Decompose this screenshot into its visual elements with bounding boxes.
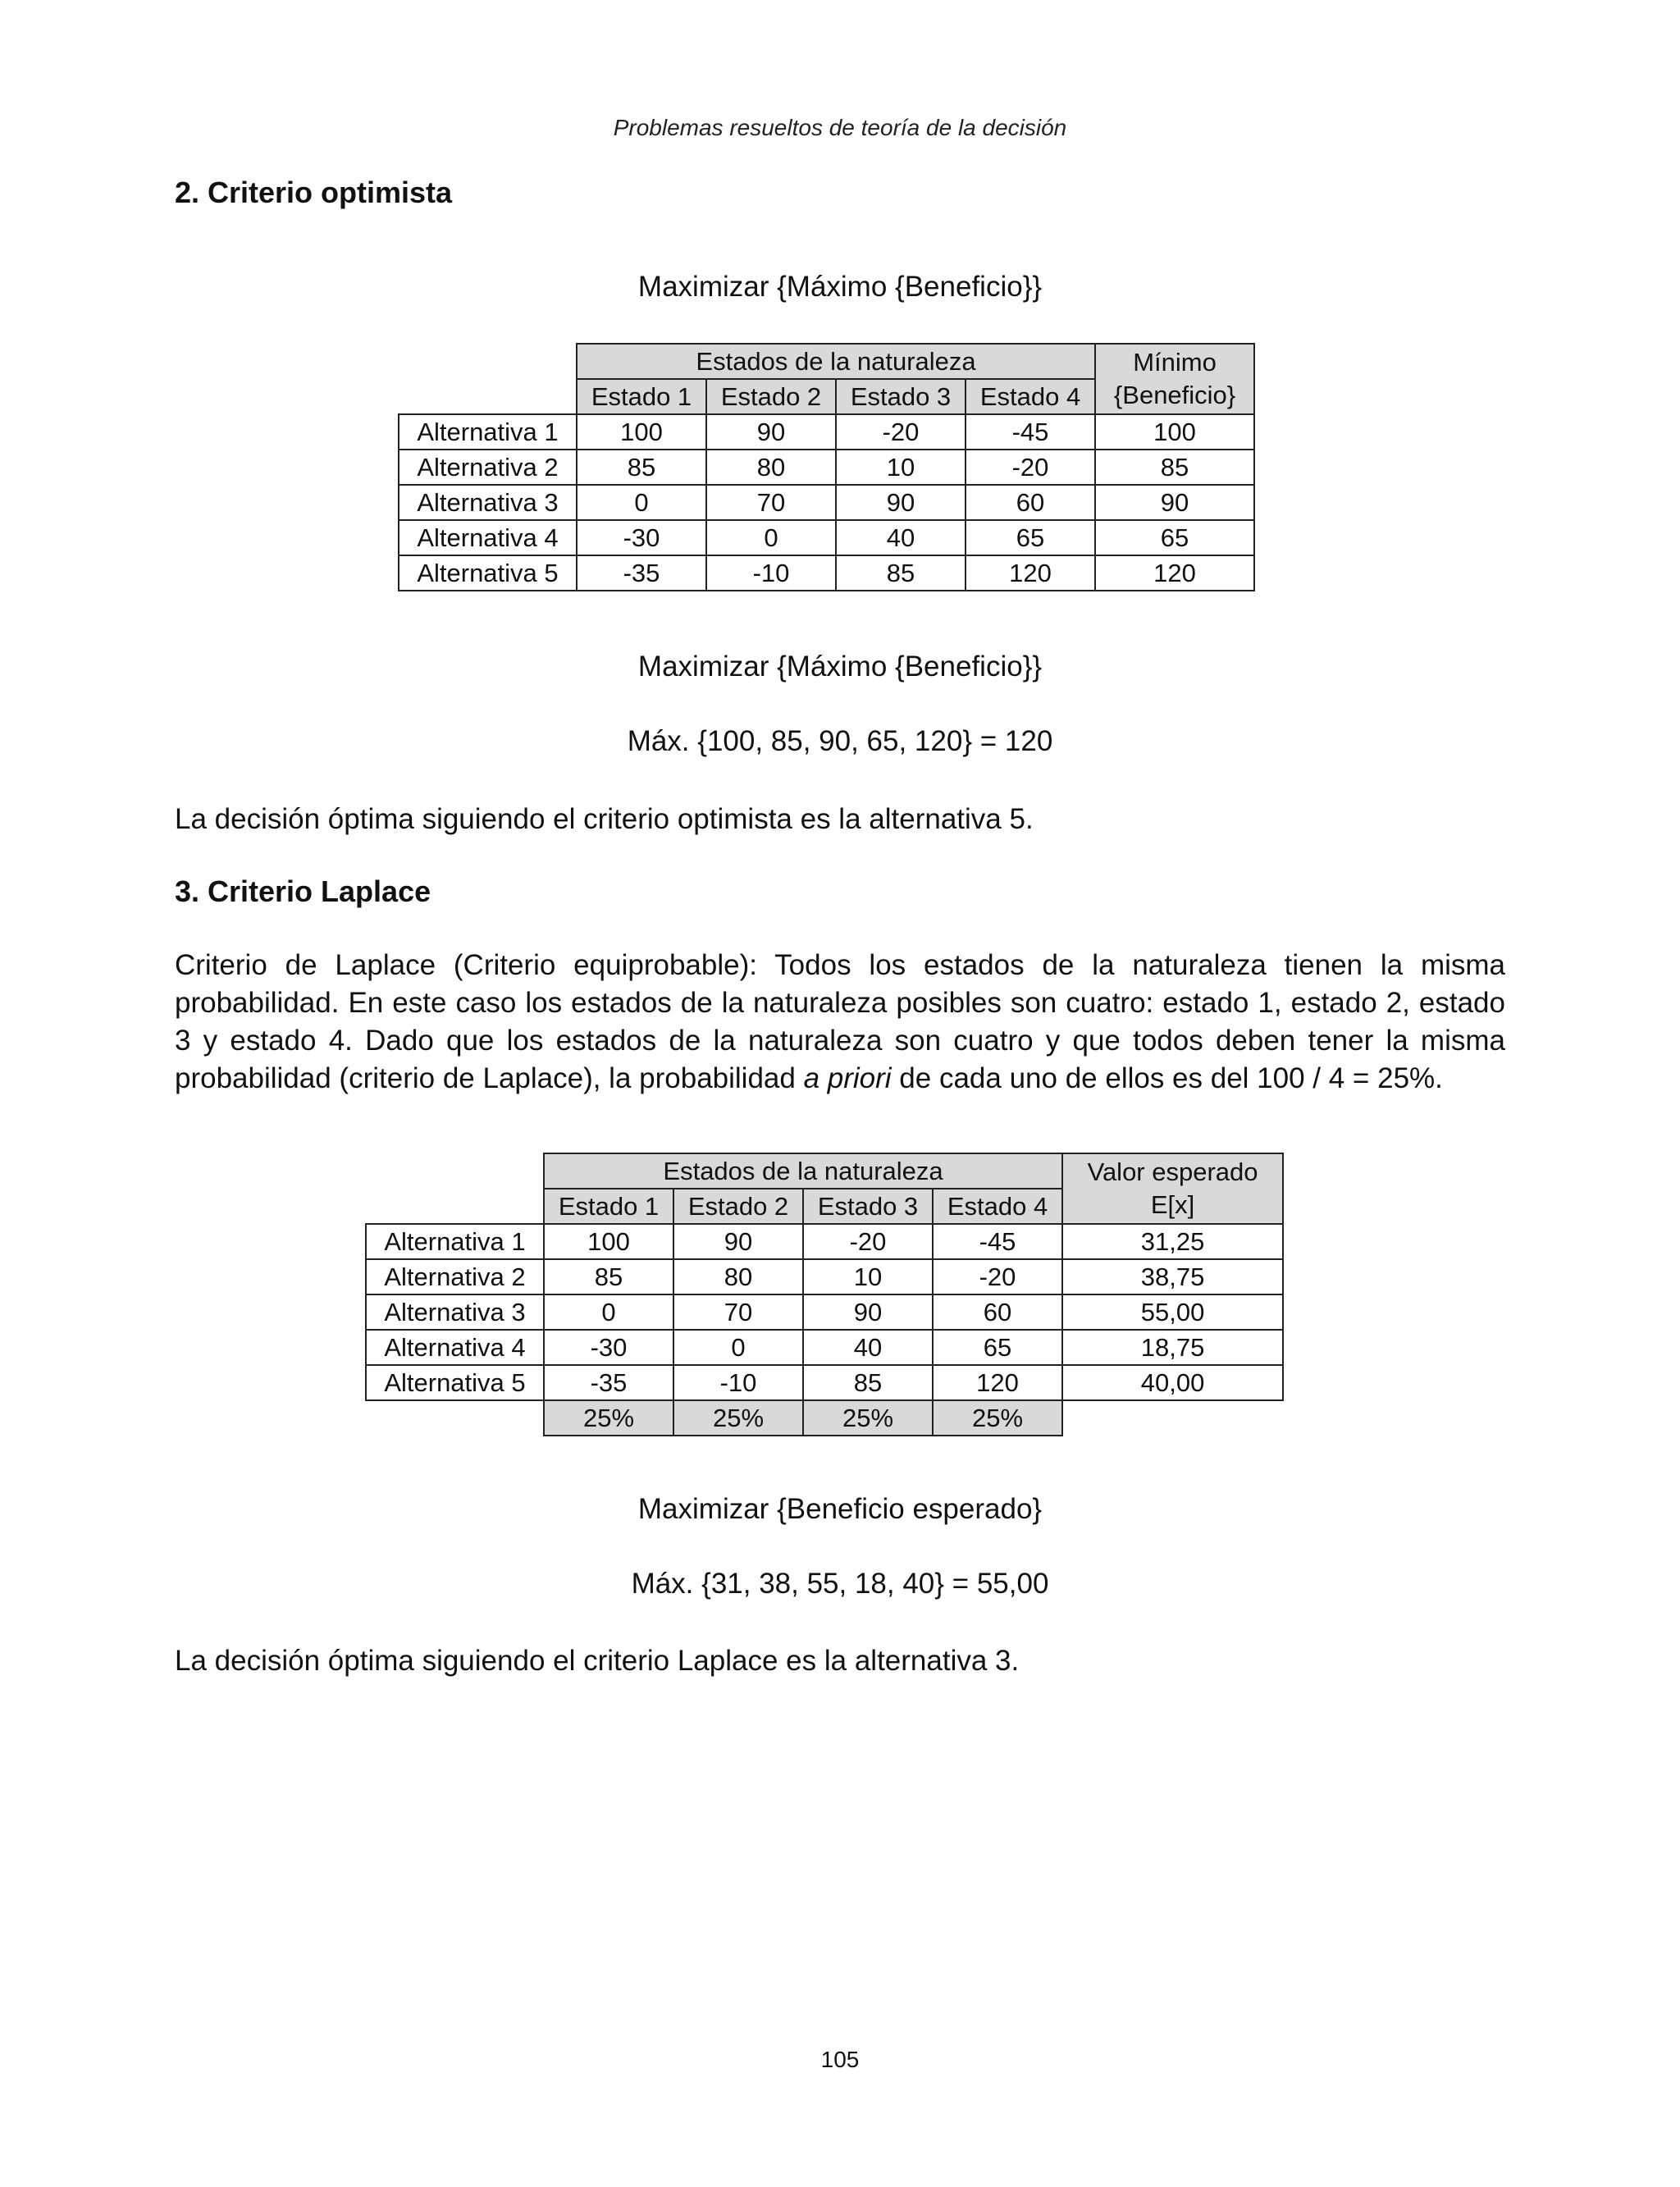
table-cell: 40 (836, 520, 966, 555)
probability-cell: 25% (673, 1400, 803, 1436)
table-cell: 65 (933, 1330, 1062, 1365)
probability-row (366, 1400, 1283, 1436)
row-label: Alternativa 5 (399, 555, 577, 591)
table-group-header: Estados de la naturaleza (577, 344, 1095, 379)
table-cell: 120 (966, 555, 1095, 591)
table-cell: 120 (933, 1365, 1062, 1400)
table-cell: 0 (706, 520, 836, 555)
table-corner (399, 379, 577, 414)
table-cell: 80 (706, 450, 836, 485)
table-group-header: Estados de la naturaleza (544, 1153, 1062, 1189)
table-result-header (1062, 1153, 1283, 1224)
table-cell: 90 (803, 1294, 933, 1330)
max-line-laplace: Máx. {31, 38, 55, 18, 40} = 55,00 (631, 1568, 1049, 1600)
table-cell: -35 (544, 1365, 673, 1400)
section-heading-optimista: 2. Criterio optimista (175, 176, 453, 209)
table-state-header: Estado 4 (966, 379, 1095, 414)
table-cell: 90 (706, 414, 836, 450)
table-optimista (398, 343, 1255, 591)
table-row (366, 1365, 1283, 1400)
table-state-header: Estado 2 (706, 379, 836, 414)
row-label: Alternativa 3 (366, 1294, 544, 1330)
table-state-header: Estado 4 (933, 1189, 1062, 1224)
result-cell: 55,00 (1062, 1294, 1283, 1330)
table-cell: 40 (803, 1330, 933, 1365)
probability-cell: 25% (803, 1400, 933, 1436)
table-cell: 90 (673, 1224, 803, 1259)
table-result-header-line1: Mínimo (1133, 348, 1217, 377)
table-cell: -45 (966, 414, 1095, 450)
probability-cell: 25% (933, 1400, 1062, 1436)
table-cell: 90 (836, 485, 966, 520)
row-label: Alternativa 2 (399, 450, 577, 485)
laplace-paragraph (175, 947, 1505, 1098)
table-cell: 0 (577, 485, 706, 520)
laplace-paragraph-text: Criterio de Laplace (Criterio equiprobable): Todos los estados de la naturaleza tienen la misma probabilidad. En este caso los estados de la naturaleza posibles son cuatro: estado 1, estado 2, estado 3 y estado 4. Dado que los estados de la naturaleza son cuatro y que todos deben tener la misma probabilidad (criterio de Laplace), la probabilidad (175, 949, 1505, 1094)
laplace-paragraph-text-end: de cada uno de ellos es del 100 / 4 = 25%. (891, 1062, 1443, 1094)
row-label: Alternativa 2 (366, 1259, 544, 1294)
result-cell: 100 (1095, 414, 1254, 450)
table-state-header: Estado 2 (673, 1189, 803, 1224)
table-cell: 85 (577, 450, 706, 485)
table-cell: -10 (673, 1365, 803, 1400)
table-cell: 85 (544, 1259, 673, 1294)
table-cell: -45 (933, 1224, 1062, 1259)
table-row (399, 555, 1254, 591)
table-cell: 70 (706, 485, 836, 520)
table-cell: -20 (803, 1224, 933, 1259)
table-corner (366, 1189, 544, 1224)
table-cell: -20 (933, 1259, 1062, 1294)
table-cell: 70 (673, 1294, 803, 1330)
probability-cell: 25% (544, 1400, 673, 1436)
table-row (399, 520, 1254, 555)
table-cell: -35 (577, 555, 706, 591)
result-cell: 120 (1095, 555, 1254, 591)
laplace-paragraph-italic: a priori (803, 1062, 892, 1094)
table-corner (366, 1400, 544, 1436)
table-row (366, 1259, 1283, 1294)
table-laplace (365, 1153, 1284, 1436)
result-cell: 38,75 (1062, 1259, 1283, 1294)
section-heading-laplace: 3. Criterio Laplace (175, 874, 431, 908)
table-result-header-line1: Valor esperado (1087, 1157, 1258, 1186)
table-cell: -10 (706, 555, 836, 591)
conclusion-optimista: La decisión óptima siguiendo el criterio optimista es la alternativa 5. (175, 803, 1034, 835)
table-row (399, 450, 1254, 485)
result-cell: 40,00 (1062, 1365, 1283, 1400)
table-state-header: Estado 3 (836, 379, 966, 414)
row-label: Alternativa 5 (366, 1365, 544, 1400)
result-cell: 18,75 (1062, 1330, 1283, 1365)
formula-bottom: Maximizar {Máximo {Beneficio}} (637, 651, 1043, 683)
table-cell: -30 (544, 1330, 673, 1365)
table-cell: 100 (544, 1224, 673, 1259)
table-row (366, 1224, 1283, 1259)
table-cell: 60 (966, 485, 1095, 520)
table-corner (366, 1153, 544, 1189)
result-cell: 65 (1095, 520, 1254, 555)
table-row (366, 1294, 1283, 1330)
table-cell: 0 (673, 1330, 803, 1365)
table-cell: 100 (577, 414, 706, 450)
table-result-header (1095, 344, 1254, 414)
row-label: Alternativa 1 (366, 1224, 544, 1259)
table-state-header: Estado 1 (544, 1189, 673, 1224)
formula-laplace: Maximizar {Beneficio esperado} (637, 1493, 1043, 1525)
row-label: Alternativa 3 (399, 485, 577, 520)
table-cell: 10 (803, 1259, 933, 1294)
table-cell: -30 (577, 520, 706, 555)
result-cell: 85 (1095, 450, 1254, 485)
table-cell: 85 (836, 555, 966, 591)
row-label: Alternativa 4 (399, 520, 577, 555)
conclusion-laplace: La decisión óptima siguiendo el criterio Laplace es la alternativa 3. (175, 1645, 1020, 1677)
table-state-header: Estado 1 (577, 379, 706, 414)
table-cell: 65 (966, 520, 1095, 555)
page-number: 105 (820, 2047, 860, 2072)
table-cell: 10 (836, 450, 966, 485)
table-cell: 0 (544, 1294, 673, 1330)
formula-top: Maximizar {Máximo {Beneficio}} (637, 271, 1043, 303)
table-cell: 60 (933, 1294, 1062, 1330)
table-row (366, 1330, 1283, 1365)
result-cell: 31,25 (1062, 1224, 1283, 1259)
table-corner (399, 344, 577, 379)
table-result-header-line2: {Beneficio} (1113, 381, 1236, 409)
table-cell: 80 (673, 1259, 803, 1294)
result-cell: 90 (1095, 485, 1254, 520)
table-cell: -20 (836, 414, 966, 450)
row-label: Alternativa 1 (399, 414, 577, 450)
table-cell: -20 (966, 450, 1095, 485)
table-row (399, 414, 1254, 450)
row-label: Alternativa 4 (366, 1330, 544, 1365)
max-line-optimista: Máx. {100, 85, 90, 65, 120} = 120 (627, 725, 1053, 757)
running-header: Problemas resueltos de teoría de la decisión (613, 115, 1067, 140)
table-result-header-line2: E[x] (1150, 1190, 1195, 1219)
table-row (399, 485, 1254, 520)
table-cell: 85 (803, 1365, 933, 1400)
table-state-header: Estado 3 (803, 1189, 933, 1224)
table-corner (1062, 1400, 1283, 1436)
